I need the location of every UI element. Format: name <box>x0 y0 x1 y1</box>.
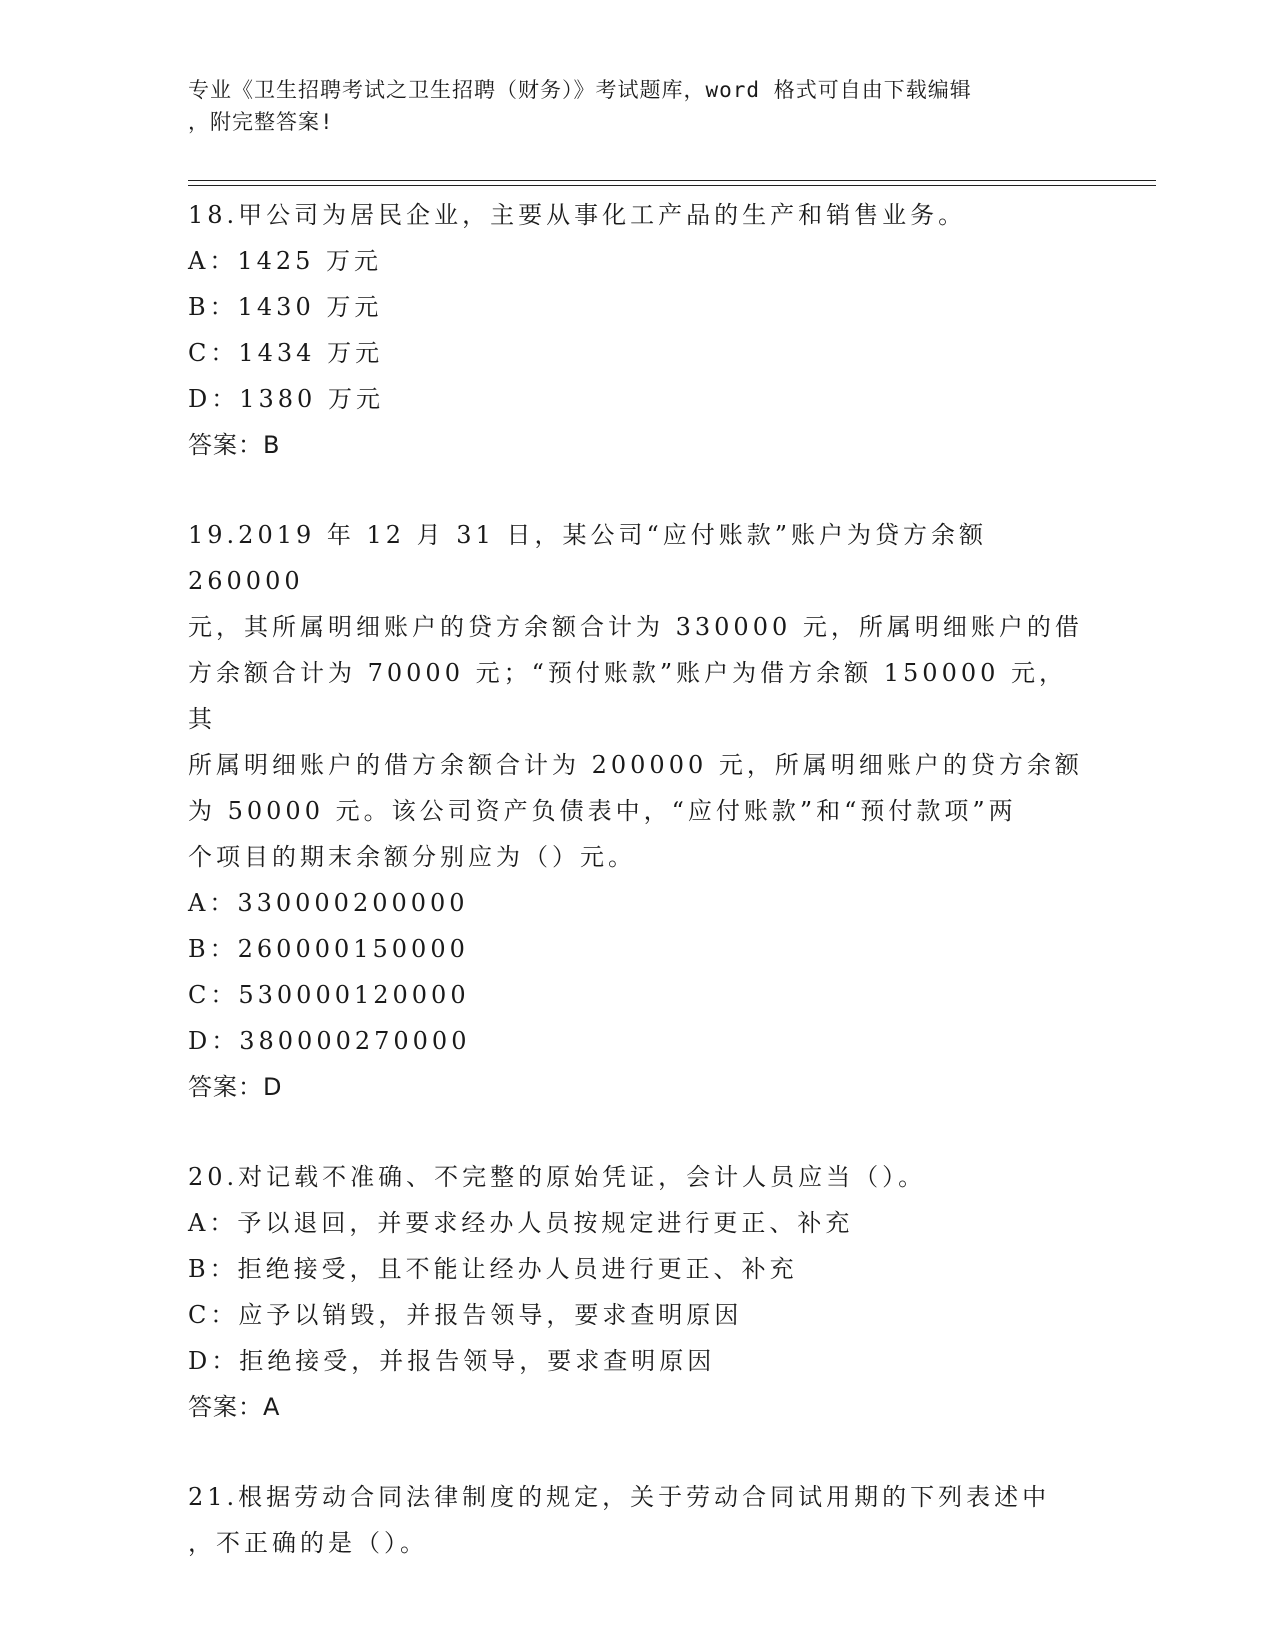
question-stem-line: 方余额合计为 70000 元；“预付账款”账户为借方余额 150000 元，其 <box>188 659 1068 733</box>
option-b: B：拒绝接受，且不能让经办人员进行更正、补充 <box>188 1255 798 1283</box>
question-stem-line: 21.根据劳动合同法律制度的规定，关于劳动合同试用期的下列表述中 <box>188 1483 1051 1511</box>
question-20 <box>188 1154 1088 1430</box>
option-d: D：拒绝接受，并报告领导，要求查明原因 <box>188 1347 716 1375</box>
question-21 <box>188 1474 1088 1566</box>
option-a: A：1425 万元 <box>188 247 383 275</box>
option-a: A：330000200000 <box>188 889 469 917</box>
option-d: D：1380 万元 <box>188 385 384 413</box>
question-stem-line: 19.2019 年 12 月 31 日，某公司“应付账款”账户为贷方余额 260000 <box>188 521 988 595</box>
question-stem-line: 个项目的期末余额分别应为（）元。 <box>188 843 636 871</box>
option-a: A：予以退回，并要求经办人员按规定进行更正、补充 <box>188 1209 854 1237</box>
question-19 <box>188 512 1088 1110</box>
answer-label: 答案：A <box>188 1393 281 1421</box>
answer-label: 答案：B <box>188 431 281 459</box>
question-list <box>188 192 1088 1610</box>
question-stem-line: 所属明细账户的借方余额合计为 200000 元，所属明细账户的贷方余额 <box>188 751 1083 779</box>
option-b: B：260000150000 <box>188 935 469 963</box>
option-b: B：1430 万元 <box>188 293 383 321</box>
option-c: C：应予以销毁，并报告领导，要求查明原因 <box>188 1301 743 1329</box>
answer-label: 答案：D <box>188 1073 283 1101</box>
question-stem-line: 元，其所属明细账户的贷方余额合计为 330000 元，所属明细账户的借 <box>188 613 1083 641</box>
question-18 <box>188 192 1088 468</box>
question-stem-line: ，不正确的是（）。 <box>188 1529 428 1557</box>
document-header <box>188 74 1088 138</box>
question-stem-line: 为 50000 元。该公司资产负债表中，“应付账款”和“预付款项”两 <box>188 797 1017 825</box>
header-divider <box>188 180 1156 186</box>
question-stem: 20.对记载不准确、不完整的原始凭证，会计人员应当（）。 <box>188 1163 927 1191</box>
option-c: C：1434 万元 <box>188 339 384 367</box>
option-d: D：380000270000 <box>188 1027 471 1055</box>
header-line-1: 专业《卫生招聘考试之卫生招聘（财务）》考试题库，word 格式可自由下载编辑 <box>188 78 972 102</box>
question-stem: 18.甲公司为居民企业，主要从事化工产品的生产和销售业务。 <box>188 201 967 229</box>
header-line-2: ，附完整答案! <box>188 110 334 134</box>
option-c: C：530000120000 <box>188 981 470 1009</box>
